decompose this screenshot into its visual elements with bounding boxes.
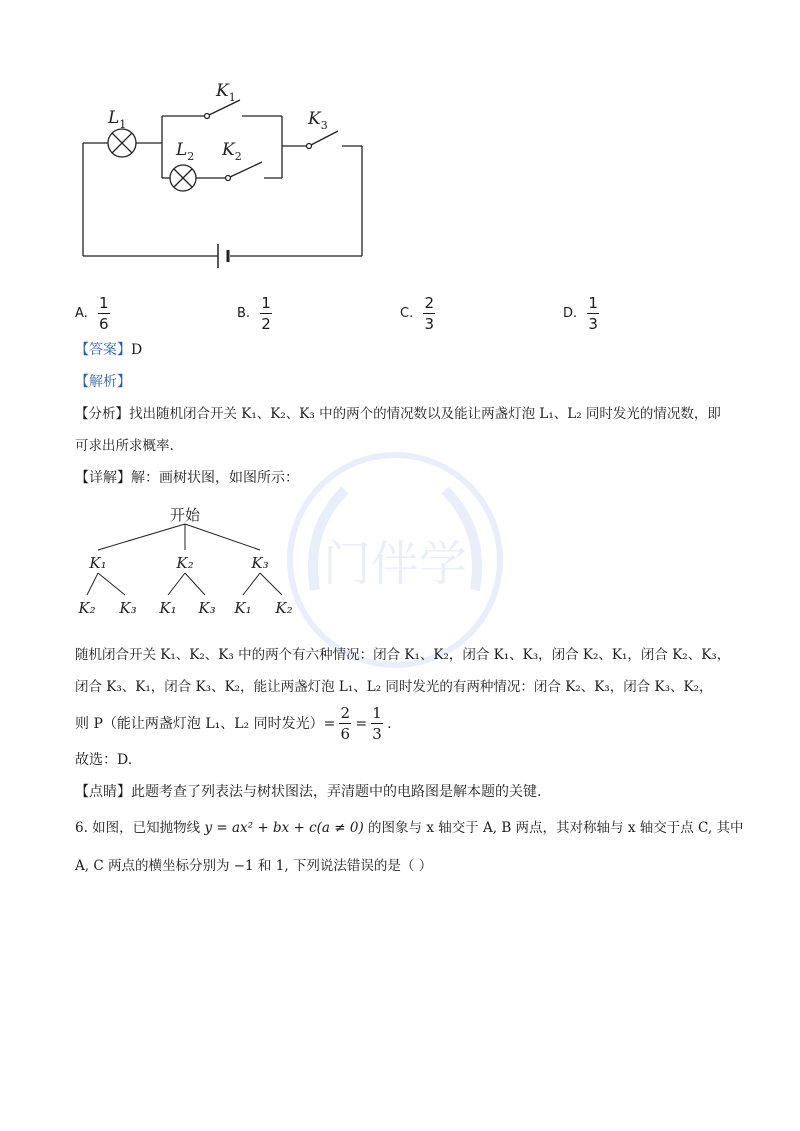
tree-node-l1: K₁: [89, 554, 107, 572]
watermark-text: 门伴学: [322, 536, 468, 592]
svg-text:K1: $K_1$: [216, 81, 236, 104]
circuit-diagram: [70, 78, 370, 278]
watermark-logo: [275, 440, 515, 680]
tree-node-l1: K₃: [251, 554, 269, 572]
body-line1: 随机闭合开关 K₁、K₂、K₃ 中的两个有六种情况：闭合 K₁、K₂，闭合 K₁、K₃，闭合 K₂、K₁，闭合 K₂、K₃，: [75, 647, 731, 663]
svg-text:L2: $L_2$: [176, 140, 195, 163]
fenxi-line1: 【分析】找出随机闭合开关 K₁、K₂、K₃ 中的两个的情况数以及能让两盏灯泡 L₁、L₂ 同时发光的情况数，即: [75, 406, 721, 422]
svg-text:L1: $L_1$: [108, 108, 127, 131]
fenxi-tag: 【分析】: [75, 406, 129, 422]
option-d[interactable]: D. $\frac{1}{3}$: [563, 294, 598, 333]
tree-node-l1: K₂: [176, 554, 194, 572]
tree-node-l2: K₃: [198, 599, 216, 617]
label-L2: L: [176, 140, 188, 160]
q6-line2: A, C 两点的横坐标分别为 −1 和 1, 下列说法错误的是（ ）: [75, 858, 433, 874]
label-K3: K: [308, 109, 321, 129]
guxuan-line: 故选：D.: [75, 752, 133, 768]
fraction-1-3: $\frac{1}{3}$: [372, 704, 382, 743]
tree-node-l2: K₁: [234, 599, 252, 617]
option-c[interactable]: C. $\frac{2}{3}$: [400, 294, 434, 333]
probability-line: 则 P（能让两盏灯泡 L₁、L₂ 同时发光）= $\frac{2}{6}$ = $\frac{1}{3}$ .: [75, 704, 392, 743]
q6-formula: y = ax² + bx + c(a ≠ 0): [204, 820, 364, 836]
option-b[interactable]: B. $\frac{1}{2}$: [237, 294, 271, 333]
answer-line: [75, 340, 142, 360]
option-c-fraction: $\frac{2}{3}$: [424, 294, 434, 333]
tree-diagram: [70, 500, 310, 622]
tree-root: 开始: [169, 506, 201, 524]
body-line2: 闭合 K₃、K₁，闭合 K₃、K₂，能让两盏灯泡 L₁、L₂ 同时发光的有两种情况：闭合 K₂、K₃，闭合 K₃、K₂，: [75, 679, 713, 695]
tree-node-l2: K₂: [78, 599, 96, 617]
label-K1: K: [216, 81, 229, 101]
tree-node-l2: K₂: [275, 599, 293, 617]
svg-text:K2: $K_2$: [222, 140, 242, 163]
fenxi-line2: 可求出所求概率.: [75, 438, 174, 454]
option-a[interactable]: A. $\frac{1}{6}$: [75, 294, 109, 333]
q6-line1: 6. 如图，已知抛物线 y = ax² + bx + c(a ≠ 0) 的图象与 x 轴交于 A, B 两点，其对称轴与 x 轴交于点 C, 其中: [75, 820, 744, 836]
label-K2: K: [222, 140, 235, 160]
option-d-fraction: $\frac{1}{3}$: [588, 294, 598, 333]
dianjing-line: 【点睛】此题考查了列表法与树状图法，弄清题中的电路图是解本题的关键.: [75, 784, 542, 800]
xiangjie-line: 【详解】解：画树状图，如图所示：: [75, 470, 299, 486]
option-b-fraction: $\frac{1}{2}$: [261, 294, 271, 333]
option-a-fraction: $\frac{1}{6}$: [99, 294, 109, 333]
fraction-2-6: $\frac{2}{6}$: [340, 704, 351, 743]
svg-text:K3: $K_3$: [308, 109, 328, 132]
tree-node-l2: K₁: [159, 599, 177, 617]
analysis-tag: 【解析】: [75, 374, 131, 390]
answer-value: D: [131, 342, 143, 358]
label-L1: L: [108, 108, 120, 128]
answer-tag: 【答案】: [75, 342, 131, 358]
xiangjie-tag: 【详解】: [75, 470, 131, 486]
dianjing-tag: 【点睛】: [75, 784, 131, 800]
tree-node-l2: K₃: [119, 599, 137, 617]
